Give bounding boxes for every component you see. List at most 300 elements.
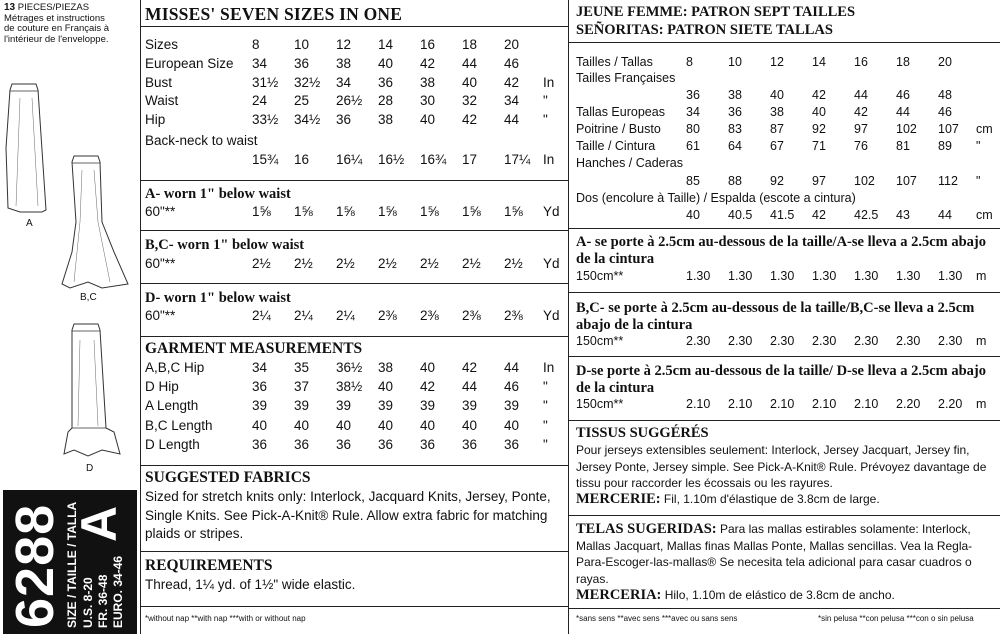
cell-value: 38 [378, 112, 394, 127]
row-label: Tallas Europeas [576, 105, 665, 119]
us-label: U.S. [81, 604, 95, 628]
euro-range: 34-46 [111, 555, 125, 587]
cell-value: 36 [294, 437, 310, 452]
unit-label: In [543, 360, 555, 375]
table-row [145, 418, 563, 436]
cell-value: 36 [252, 379, 268, 394]
cell-value: 12 [770, 55, 784, 69]
cell-value: 39 [252, 398, 268, 413]
cell-value: 107 [896, 174, 917, 188]
cell-value: 2½ [378, 256, 397, 271]
cell-value: 102 [896, 122, 917, 136]
cell-value: 112 [938, 174, 958, 188]
cell-value: 16¾ [420, 152, 447, 167]
cell-value: 46 [938, 105, 952, 119]
row-label: 150cm** [576, 269, 624, 283]
row-label: Sizes [145, 37, 179, 52]
cell-value: 36 [252, 437, 268, 452]
rule [140, 180, 568, 181]
envelope-left-column [0, 0, 138, 634]
cell-value: 102 [854, 174, 875, 188]
cell-value: 37 [294, 379, 310, 394]
cell-value: 10 [294, 37, 310, 52]
cell-value: 36 [378, 437, 394, 452]
cell-value: 38 [378, 360, 394, 375]
row-label: Hip [145, 112, 166, 127]
table-row [145, 56, 563, 74]
row-label: Tailles Françaises [576, 71, 676, 85]
cell-value: 18 [896, 55, 910, 69]
row-label: D Length [145, 437, 200, 452]
requirements-title: REQUIREMENTS [145, 557, 273, 574]
cell-value: 40 [686, 208, 700, 222]
cell-value: 1⅝ [294, 204, 313, 219]
cell-value: 36½ [336, 360, 363, 375]
view-d-sketch [58, 320, 138, 462]
unit-label: In [543, 152, 555, 167]
cell-value: 40 [294, 418, 310, 433]
cell-value: 25 [294, 93, 310, 108]
cell-value: 1.30 [854, 269, 879, 283]
cell-value: 20 [504, 37, 520, 52]
cell-value: 2.30 [854, 334, 879, 348]
cell-value: 8 [252, 37, 260, 52]
view-d-label: D [86, 463, 94, 474]
cell-value: 40 [378, 418, 394, 433]
cell-value: 2.30 [686, 334, 711, 348]
cell-value: 36 [336, 112, 352, 127]
cell-value: 28 [378, 93, 394, 108]
cell-value: 39 [378, 398, 394, 413]
yardage-heading-fr: A- se porte à 2.5cm au-dessous de la taille/A-se lleva a 2.5cm abajo de la cintura [576, 234, 986, 267]
cell-value: 36 [378, 75, 394, 90]
rule [568, 228, 1000, 229]
cell-value: 2½ [252, 256, 271, 271]
cell-value: 26½ [336, 93, 363, 108]
cell-value: 2¼ [336, 308, 355, 323]
cell-value: 1.30 [770, 269, 795, 283]
cell-value: 44 [504, 360, 520, 375]
cell-value: 42 [420, 379, 436, 394]
cell-value: 40 [420, 112, 436, 127]
cell-value: 41.5 [770, 208, 795, 222]
cell-value: 18 [462, 37, 478, 52]
cell-value: 2.10 [728, 397, 753, 411]
cell-value: 39 [420, 398, 436, 413]
cell-value: 36 [728, 105, 742, 119]
euro-label: EURO. [111, 589, 125, 628]
unit-label: Yd [543, 308, 560, 323]
pattern-number: 6288 [5, 503, 65, 628]
view-bc-sketch [58, 152, 138, 292]
cell-value: 2½ [294, 256, 313, 271]
french-title: JEUNE FEMME: PATRON SEPT TAILLES [576, 4, 856, 20]
spanish-footnote: *sin pelusa **con pelusa ***con o sin pelusa [818, 614, 974, 623]
table-row [576, 55, 996, 71]
cell-value: 34 [504, 93, 520, 108]
cell-value: 16 [420, 37, 436, 52]
cell-value: 16 [294, 152, 310, 167]
yardage-heading: A- worn 1" below waist [145, 186, 291, 202]
cell-value: 2½ [504, 256, 523, 271]
telas-title: TELAS SUGERIDAS: [576, 521, 717, 537]
table-row [145, 75, 563, 93]
yardage-heading: D- worn 1" below waist [145, 290, 291, 306]
cell-value: 2¼ [294, 308, 313, 323]
table-row [145, 256, 563, 274]
unit-label: " [543, 398, 548, 413]
row-label: Taille / Cintura [576, 139, 656, 153]
garment-measurements-title: GARMENT MEASUREMENTS [145, 340, 363, 357]
row-label: 150cm** [576, 397, 624, 411]
cell-value: 40 [420, 360, 436, 375]
cell-value: 2.10 [812, 397, 837, 411]
suggested-fabrics-title: SUGGESTED FABRICS [145, 469, 311, 486]
cell-value: 1⅝ [252, 204, 271, 219]
cell-value: 30 [420, 93, 436, 108]
cell-value: 2.30 [938, 334, 963, 348]
yardage-heading-fr: B,C- se porte à 2.5cm au-dessous de la taille/B,C-se lleva a 2.5cm abajo de la cintura [576, 300, 975, 333]
rule [568, 356, 1000, 357]
cell-value: 2¼ [252, 308, 271, 323]
row-label: B,C Length [145, 418, 213, 433]
rule [140, 551, 568, 552]
cell-value: 2⅜ [504, 308, 523, 323]
cell-value: 36 [504, 437, 520, 452]
cell-value: 80 [686, 122, 700, 136]
row-label: A Length [145, 398, 199, 413]
cell-value: 40 [462, 418, 478, 433]
cell-value: 64 [728, 139, 742, 153]
english-title: MISSES' SEVEN SIZES IN ONE [145, 4, 403, 24]
table-row [576, 122, 996, 138]
rule [140, 230, 568, 231]
unit-label: " [543, 437, 548, 452]
table-row [576, 105, 996, 121]
cell-value: 42 [462, 112, 478, 127]
unit-label: cm [976, 208, 993, 222]
cell-value: 44 [896, 105, 910, 119]
us-range: 8-20 [81, 577, 95, 602]
cell-value: 40 [420, 418, 436, 433]
cell-value: 17¼ [504, 152, 531, 167]
pieces-info [4, 3, 109, 45]
cell-value: 67 [770, 139, 784, 153]
cell-value: 1.30 [728, 269, 753, 283]
cell-value: 32½ [294, 75, 321, 90]
instructions-line-1: Métrages et instructions [4, 12, 105, 24]
cell-value: 2½ [420, 256, 439, 271]
cell-value: 42 [504, 75, 520, 90]
cell-value: 2½ [336, 256, 355, 271]
rule [568, 515, 1000, 516]
cell-value: 2½ [462, 256, 481, 271]
mercerie-text: Fil, 1.10m d'élastique de 3.8cm de large. [660, 492, 880, 506]
cell-value: 36 [420, 437, 436, 452]
rule [140, 465, 568, 466]
cell-value: 40 [378, 56, 394, 71]
cell-value: 35 [294, 360, 310, 375]
rule [140, 336, 568, 337]
cell-value: 81 [896, 139, 910, 153]
cell-value: 36 [336, 437, 352, 452]
view-a-label: A [26, 218, 33, 229]
cell-value: 15¾ [252, 152, 279, 167]
french-footnote: *sans sens **avec sens ***avec ou sans sens [576, 614, 738, 623]
cell-value: 38 [728, 88, 742, 102]
cell-value: 1.30 [686, 269, 711, 283]
cell-value: 38 [770, 105, 784, 119]
row-label: 150cm** [576, 334, 624, 348]
rule [568, 292, 1000, 293]
cell-value: 2.30 [896, 334, 921, 348]
instructions-line-2: de couture en Français à [4, 23, 110, 34]
cell-value: 44 [854, 88, 868, 102]
cell-value: 46 [896, 88, 910, 102]
cell-value: 44 [938, 208, 952, 222]
rule [140, 606, 568, 607]
cell-value: 8 [686, 55, 693, 69]
cell-value: 16¼ [336, 152, 363, 167]
cell-value: 61 [686, 139, 700, 153]
cell-value: 39 [336, 398, 352, 413]
cell-value: 46 [504, 56, 520, 71]
cell-value: 2⅜ [462, 308, 481, 323]
size-range-letter: A [71, 505, 127, 542]
cell-value: 85 [686, 174, 700, 188]
cell-value: 40 [336, 418, 352, 433]
cell-value: 42 [462, 360, 478, 375]
cell-value: 48 [938, 88, 952, 102]
view-a-sketch [2, 78, 54, 218]
cell-value: 1⅝ [420, 204, 439, 219]
unit-label: " [543, 379, 548, 394]
cell-value: 97 [854, 122, 868, 136]
rule [140, 26, 568, 27]
yardage-heading: B,C- worn 1" below waist [145, 237, 305, 253]
cell-value: 34 [686, 105, 700, 119]
cell-value: 44 [462, 56, 478, 71]
cell-value: 16½ [378, 152, 405, 167]
unit-label: " [976, 174, 981, 188]
cell-value: 2.10 [770, 397, 795, 411]
spanish-title: SEÑORITAS: PATRON SIETE TALLAS [576, 22, 833, 38]
unit-label: m [976, 269, 987, 283]
table-row [145, 379, 563, 397]
cell-value: 92 [770, 174, 784, 188]
cell-value: 31½ [252, 75, 279, 90]
row-label: Bust [145, 75, 173, 90]
pieces-label: PIECES/PIEZAS [15, 2, 90, 13]
unit-label: cm [976, 122, 993, 136]
cell-value: 1⅝ [462, 204, 481, 219]
cell-value: 88 [728, 174, 742, 188]
cell-value: 2.20 [896, 397, 921, 411]
cell-value: 39 [504, 398, 520, 413]
view-bc-label: B,C [80, 292, 97, 303]
cell-value: 39 [294, 398, 310, 413]
cell-value: 2⅜ [378, 308, 397, 323]
table-row [576, 208, 996, 224]
cell-value: 83 [728, 122, 742, 136]
cell-value: 2⅜ [420, 308, 439, 323]
cell-value: 14 [812, 55, 826, 69]
cell-value: 36 [294, 56, 310, 71]
row-label: European Size [145, 56, 234, 71]
pattern-number-box [3, 490, 137, 634]
table-row [145, 133, 563, 151]
cell-value: 17 [462, 152, 478, 167]
unit-label: m [976, 397, 987, 411]
cell-value: 34 [252, 56, 268, 71]
row-label: A,B,C Hip [145, 360, 205, 375]
table-row [576, 334, 996, 350]
cell-value: 1.30 [896, 269, 921, 283]
cell-value: 1⅝ [504, 204, 523, 219]
suggested-fabrics-text: Sized for stretch knits only: Interlock, Jacquard Knits, Jersey, Ponte, Single Knits. See Pick-A-Knit® Rule. Allow extra fabric for matching plaids or stripes. [145, 489, 551, 541]
row-label: Waist [145, 93, 179, 108]
table-row [145, 308, 563, 326]
table-row [576, 88, 996, 104]
cell-value: 24 [252, 93, 268, 108]
cell-value: 43 [896, 208, 910, 222]
english-footnote: *without nap **with nap ***with or without nap [145, 614, 306, 623]
cell-value: 1⅝ [336, 204, 355, 219]
cell-value: 38 [420, 75, 436, 90]
mercerie-label: MERCERIE: [576, 491, 661, 507]
unit-label: In [543, 75, 555, 90]
cell-value: 71 [812, 139, 826, 153]
table-row [576, 191, 996, 207]
cell-value: 76 [854, 139, 868, 153]
cell-value: 92 [812, 122, 826, 136]
cell-value: 1.30 [938, 269, 963, 283]
table-row [145, 204, 563, 222]
row-label: D Hip [145, 379, 179, 394]
cell-value: 42 [420, 56, 436, 71]
row-label: Back-neck to waist [145, 133, 258, 148]
unit-label: Yd [543, 256, 560, 271]
cell-value: 89 [938, 139, 952, 153]
table-row [145, 437, 563, 455]
rule [140, 283, 568, 284]
cell-value: 44 [504, 112, 520, 127]
cell-value: 42.5 [854, 208, 879, 222]
row-label: Poitrine / Busto [576, 122, 661, 136]
table-row [145, 152, 563, 170]
cell-value: 2.30 [812, 334, 837, 348]
row-label: 60"** [145, 256, 176, 271]
table-row [145, 37, 563, 55]
cell-value: 1⅝ [378, 204, 397, 219]
unit-label: " [543, 93, 548, 108]
cell-value: 2.20 [938, 397, 963, 411]
cell-value: 40 [812, 105, 826, 119]
divider-center [568, 0, 569, 634]
row-label: Dos (encolure à Taille) / Espalda (escote a cintura) [576, 191, 856, 205]
unit-label: " [976, 139, 981, 153]
unit-label: Yd [543, 204, 560, 219]
yardage-heading-fr: D-se porte à 2.5cm au-dessous de la taille/ D-se lleva a 2.5cm abajo de la cintura [576, 363, 986, 396]
cell-value: 42 [854, 105, 868, 119]
cell-value: 36 [686, 88, 700, 102]
rule [568, 608, 1000, 609]
tissus-text: Pour jerseys extensibles seulement: Interlock, Jersey Jacquart, Jersey fin, Jersey Ponte, Jersey simple. See Pick-A-Knit® Rule. Prévoyez davantage de tissu pour raccorder les écossais ou les rayures. [576, 443, 987, 490]
cell-value: 2.10 [854, 397, 879, 411]
cell-value: 44 [462, 379, 478, 394]
cell-value: 42 [812, 208, 826, 222]
table-row [576, 156, 996, 172]
cell-value: 40 [504, 418, 520, 433]
tissus-title: TISSUS SUGGÉRÉS [576, 425, 709, 441]
cell-value: 2.10 [686, 397, 711, 411]
cell-value: 38½ [336, 379, 363, 394]
cell-value: 14 [378, 37, 394, 52]
table-row [145, 112, 563, 130]
cell-value: 20 [938, 55, 952, 69]
cell-value: 46 [504, 379, 520, 394]
unit-label: " [543, 418, 548, 433]
merceria-label: MERCERIA: [576, 587, 662, 603]
cell-value: 34 [252, 360, 268, 375]
cell-value: 40 [770, 88, 784, 102]
cell-value: 40 [378, 379, 394, 394]
divider-left [140, 0, 141, 634]
cell-value: 39 [462, 398, 478, 413]
cell-value: 40 [462, 75, 478, 90]
row-label: Hanches / Caderas [576, 156, 684, 170]
cell-value: 16 [854, 55, 868, 69]
cell-value: 2.30 [770, 334, 795, 348]
table-row [576, 397, 996, 413]
rule [568, 420, 1000, 421]
row-label: Tailles / Tallas [576, 55, 653, 69]
cell-value: 40 [252, 418, 268, 433]
cell-value: 87 [770, 122, 784, 136]
cell-value: 38 [336, 56, 352, 71]
row-label: 60"** [145, 204, 176, 219]
cell-value: 32 [462, 93, 478, 108]
table-row [576, 139, 996, 155]
cell-value: 97 [812, 174, 826, 188]
fr-range: 36-48 [96, 574, 110, 606]
cell-value: 10 [728, 55, 742, 69]
requirements-text: Thread, 1¼ yd. of 1½" wide elastic. [145, 577, 356, 592]
cell-value: 12 [336, 37, 352, 52]
cell-value: 36 [462, 437, 478, 452]
table-row [576, 174, 996, 190]
cell-value: 33½ [252, 112, 279, 127]
unit-label: " [543, 112, 548, 127]
cell-value: 42 [812, 88, 826, 102]
fr-label: FR. [96, 608, 110, 628]
table-row [145, 360, 563, 378]
table-row [576, 269, 996, 285]
table-row [576, 71, 996, 87]
cell-value: 40.5 [728, 208, 753, 222]
unit-label: m [976, 334, 987, 348]
cell-value: 34½ [294, 112, 321, 127]
cell-value: 1.30 [812, 269, 837, 283]
rule [568, 42, 1000, 43]
size-label: SIZE / TAILLE / TALLA [65, 501, 79, 628]
instructions-line-3: l'intérieur de l'enveloppe. [4, 33, 109, 45]
table-row [145, 93, 563, 111]
telas-text: Para las mallas estirables solamente: Interlock, Mallas Jacquart, Mallas finas Mallas Ponte, Mallas sencillas. Vea la Regla-Para-Escoger-las-mallas® Se necesita tela adicional para casar cuadros o rayas. [576, 522, 973, 586]
cell-value: 107 [938, 122, 959, 136]
cell-value: 2.30 [728, 334, 753, 348]
cell-value: 34 [336, 75, 352, 90]
